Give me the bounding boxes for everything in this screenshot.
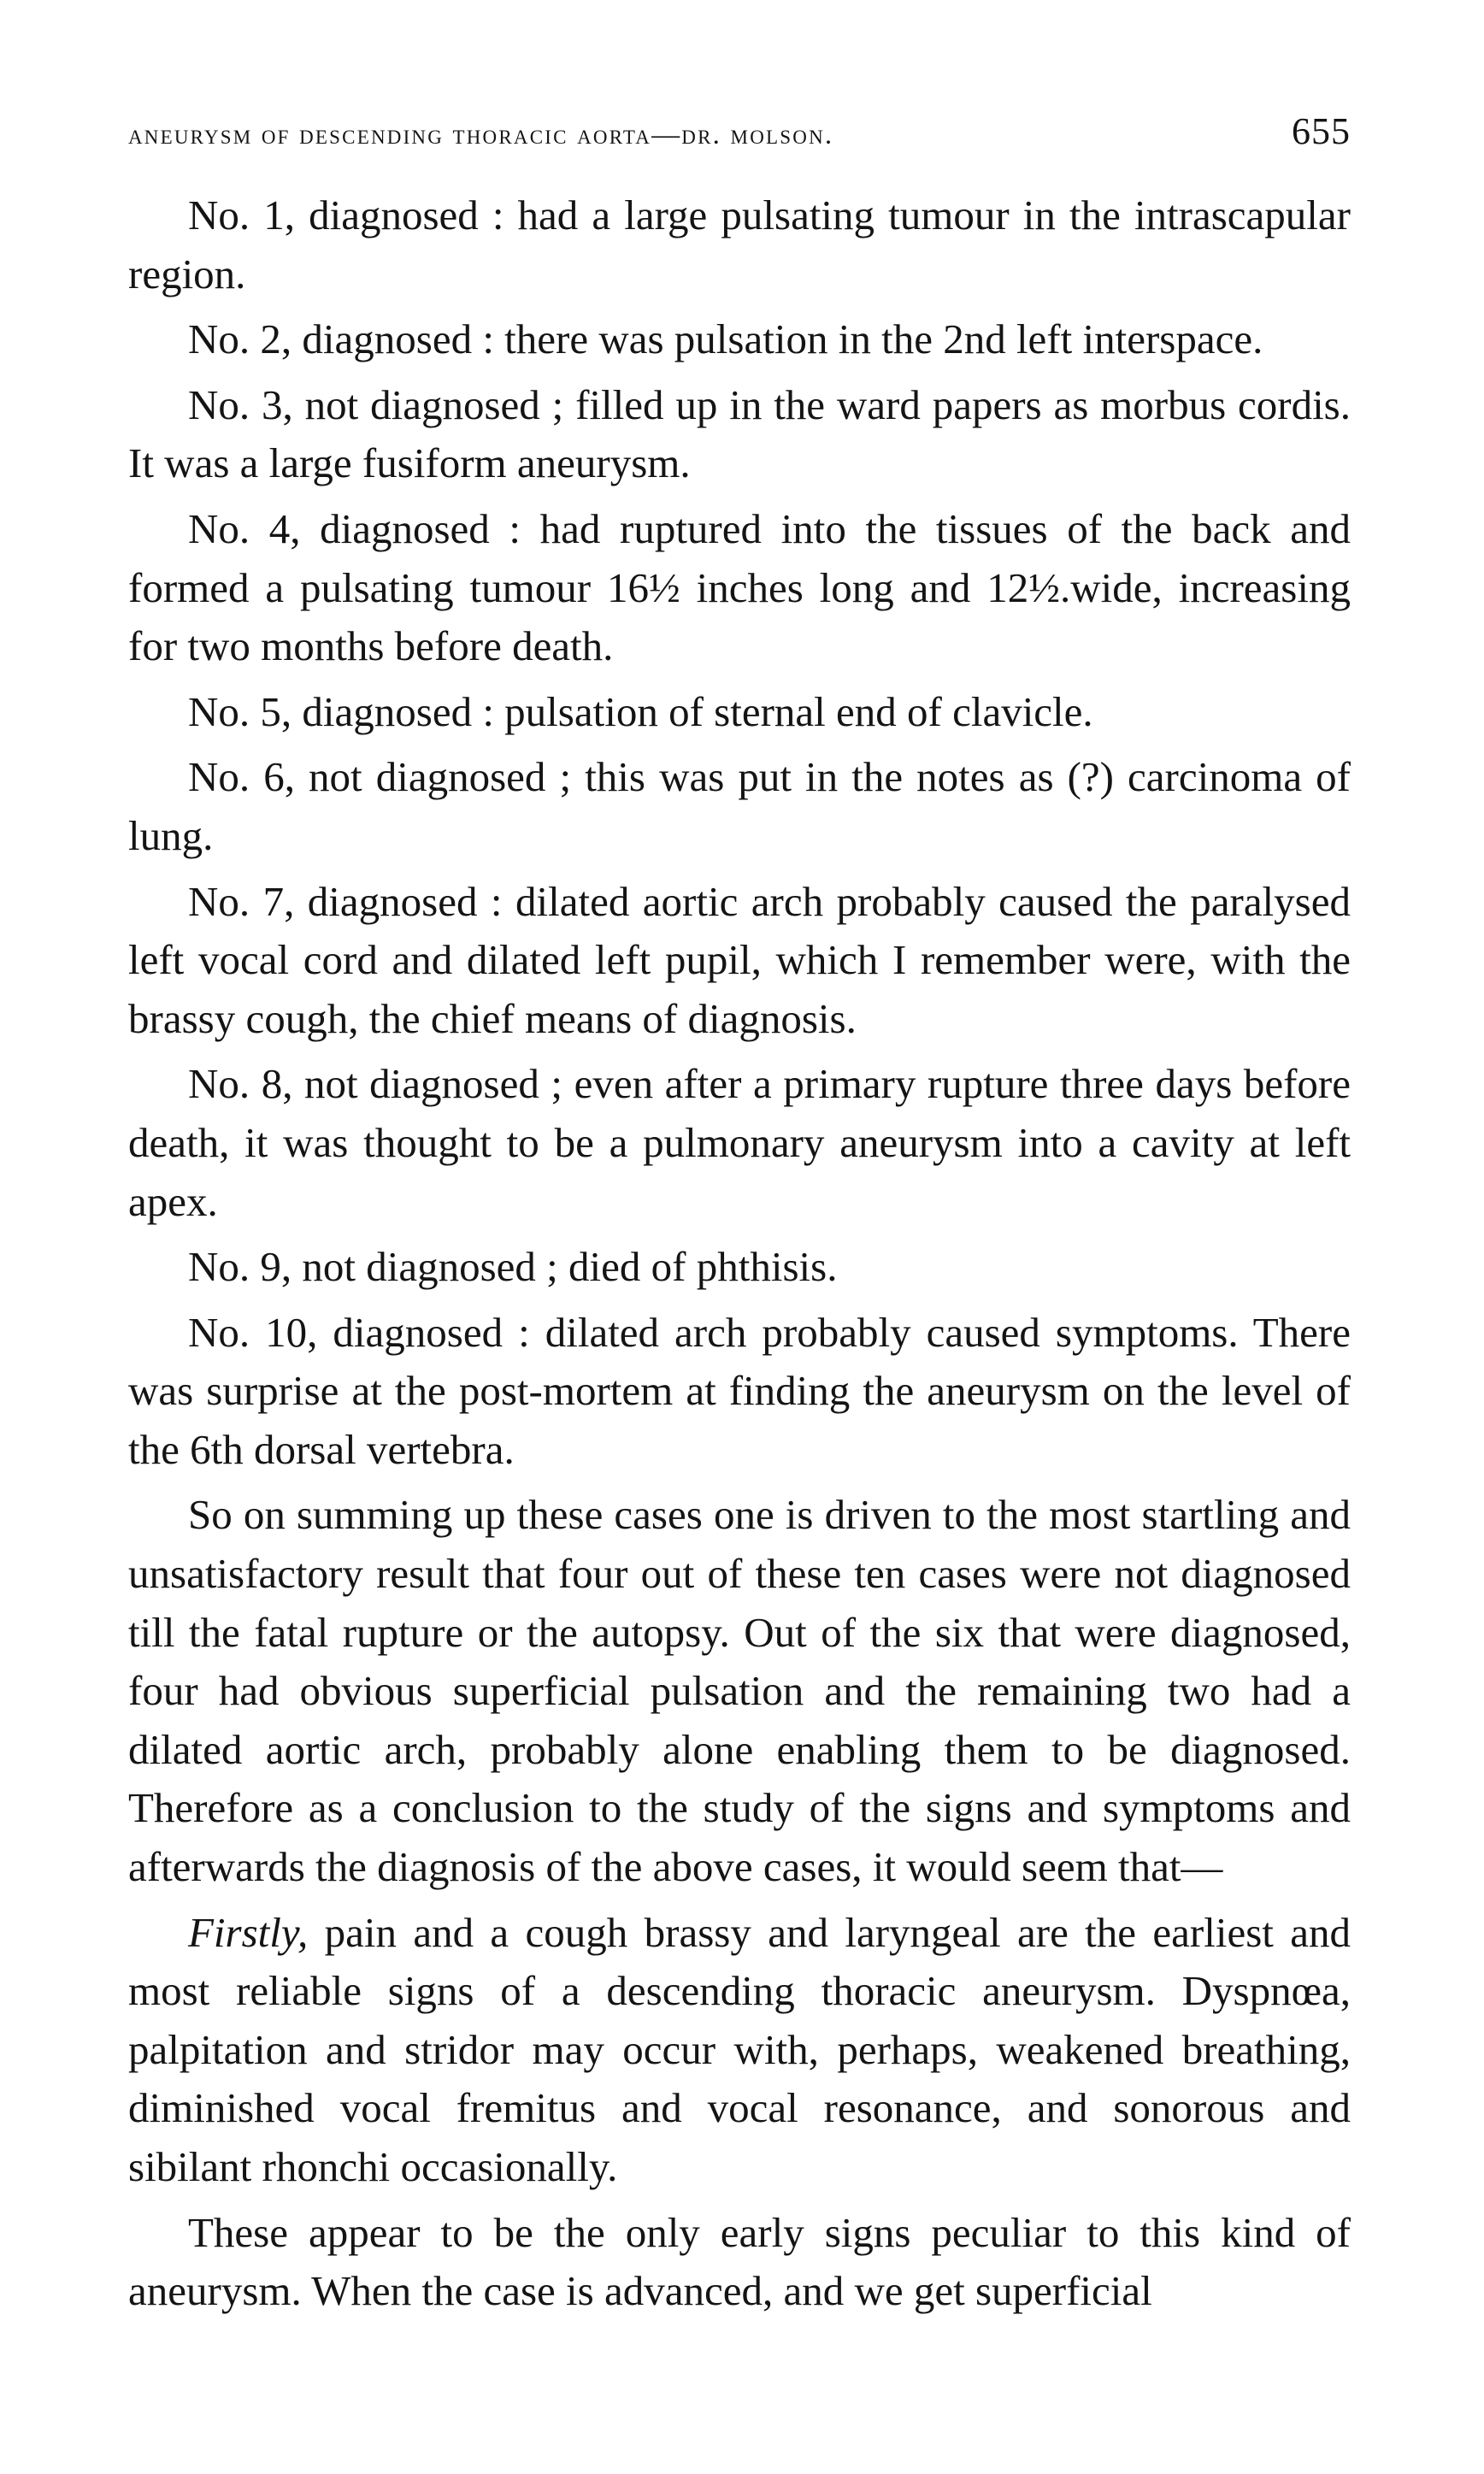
page [128, 109, 1351, 2328]
case-10: No. 10, diagnosed : dilated arch probably caused symptoms. There was surprise at the post-mortem at finding the aneurysm on the level of the 6th dorsal vertebra. [128, 1308, 1351, 1473]
running-head [128, 109, 1351, 161]
running-title: aneurysm of descending thoracic aorta—dr. molson. [128, 120, 834, 150]
case-6: No. 6, not diagnosed ; this was put in the notes as (?) carcinoma of lung. [128, 753, 1351, 859]
page-number: 655 [1292, 110, 1351, 152]
summary-paragraph: So on summing up these cases one is driven to the most startling and unsatisfactory result that four out of these ten cases were not diagnosed till the fatal rupture or the autopsy. Out of the six that were diagnosed, four had obvious superficial pulsation and the remaining two had a dilated aortic arch, probably alone enabling them to be diagnosed. Therefore as a conclusion to the study of the signs and symptoms and afterwards the diagnosis of the above cases, it would seem that— [128, 1491, 1351, 1891]
firstly-text: pain and a cough brassy and laryngeal are the earliest and most reliable signs of a descending thoracic aneurysm. Dyspnœa, palpitation and stridor may occur with, perhaps, weakened breathing, diminished vocal fremitus and vocal resonance, and sonorous and sibilant rhonchi occasionally. [128, 1908, 1351, 2190]
case-3: No. 3, not diagnosed ; filled up in the ward papers as morbus cordis. It was a large fusiform aneurysm. [128, 380, 1351, 487]
firstly-lead: Firstly, [188, 1908, 309, 1956]
case-8: No. 8, not diagnosed ; even after a primary rupture three days before death, it was thought to be a pulmonary aneurysm into a cavity at left apex. [128, 1060, 1351, 1225]
case-4: No. 4, diagnosed : had ruptured into the tissues of the back and formed a pulsating tumour 16½ inches long and 12½.wide, increasing for two months before death. [128, 504, 1351, 670]
case-7: No. 7, diagnosed : dilated aortic arch probably caused the paralysed left vocal cord and dilated left pupil, which I remember were, with the brassy cough, the chief means of diagnosis. [128, 877, 1351, 1042]
case-5: No. 5, diagnosed : pulsation of sternal end of clavicle. [188, 687, 1093, 735]
firstly-paragraph [128, 1904, 1351, 2197]
case-9: No. 9, not diagnosed ; died of phthisis. [188, 1243, 838, 1291]
case-1: No. 1, diagnosed : had a large pulsating tumour in the intrascapular region. [128, 191, 1351, 297]
closing-paragraph: These appear to be the only early signs peculiar to this kind of aneurysm. When the case is advanced, and we get superficial [128, 2208, 1351, 2315]
case-2: No. 2, diagnosed : there was pulsation in the 2nd left interspace. [188, 315, 1263, 363]
